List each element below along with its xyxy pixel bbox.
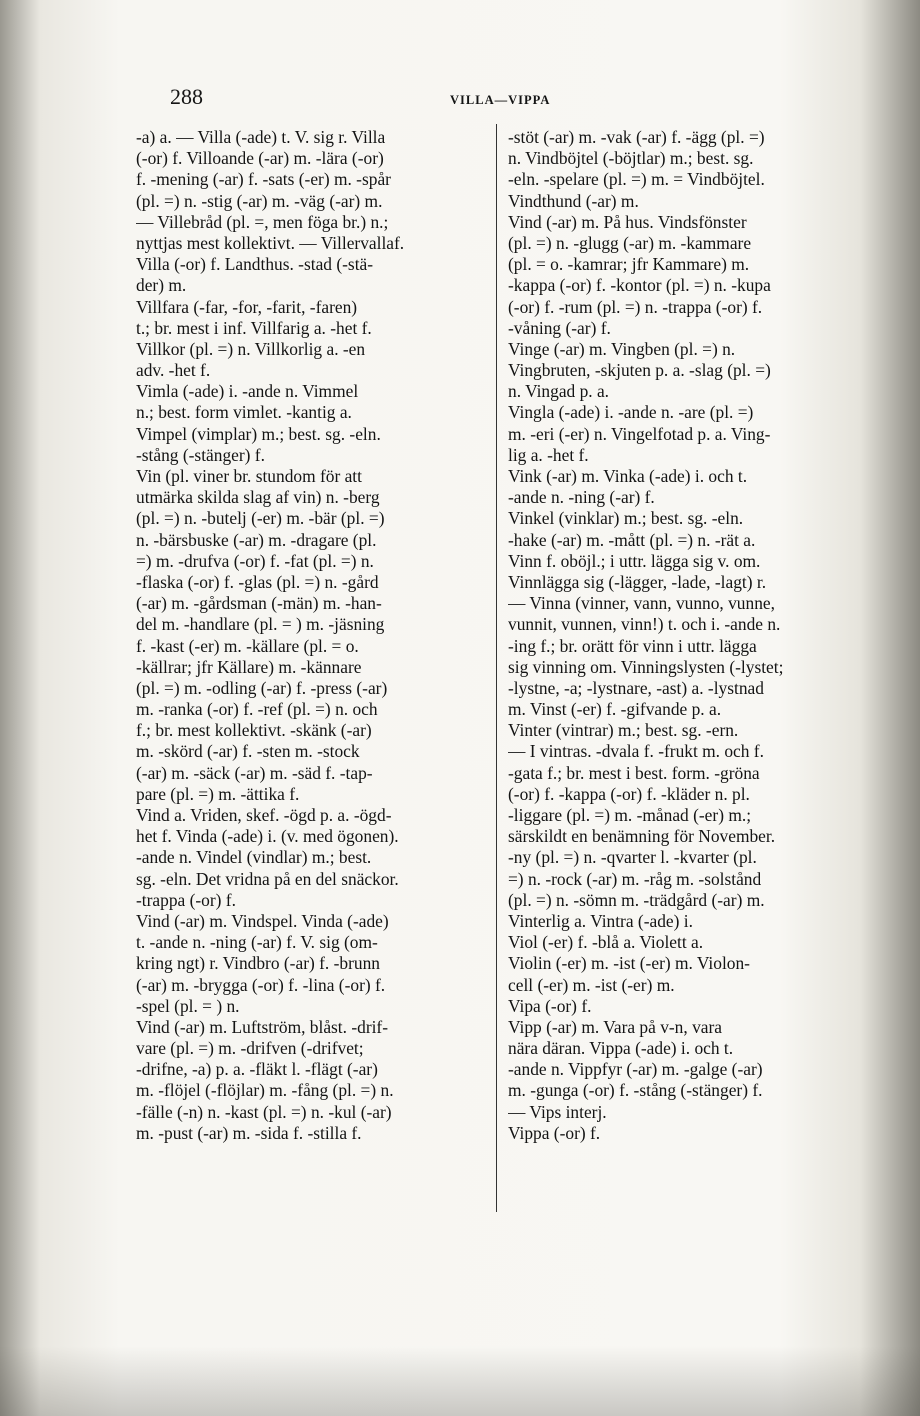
dictionary-line: Vipp (-ar) m. Vara på v-n, vara [508,1016,722,1037]
dictionary-line: m. -ranka (-or) f. -ref (pl. =) n. och [136,699,378,720]
dictionary-line: f.; br. mest kollektivt. -skänk (-ar) [136,720,372,741]
dictionary-line: nyttjas mest kollektivt. — Villervallaf. [136,232,405,253]
dictionary-line: Vinnlägga sig (-lägger, -lade, -lagt) r. [508,571,767,592]
dictionary-line: -stöt (-ar) m. -vak (-ar) f. -ägg (pl. =) [508,127,765,147]
dictionary-line: (-ar) m. -gårdsman (-män) m. -han- [136,593,382,614]
dictionary-line: (pl. =) n. -stig (-ar) m. -väg (-ar) m. [136,190,383,211]
dictionary-line: Vind (-ar) m. Luftström, blåst. -drif- [136,1016,389,1037]
dictionary-line: Villa (-or) f. Landthus. -stad (-stä- [136,254,374,275]
dictionary-line: lig a. -het f. [508,444,589,465]
dictionary-line: Vind (-ar) m. Vindspel. Vinda (-ade) [136,910,389,931]
dictionary-line: del m. -handlare (pl. = ) m. -jäsning [136,614,385,635]
dictionary-line: -kappa (-or) f. -kontor (pl. =) n. -kupa [508,275,771,296]
dictionary-line: -liggare (pl. =) m. -månad (-er) m.; [508,805,752,825]
dictionary-line: — Vips interj. [508,1101,607,1122]
dictionary-line: (-or) f. -kappa (-or) f. -kläder n. pl. [508,783,750,804]
dictionary-line: (-or) f. -rum (pl. =) n. -trappa (-or) f. [508,296,763,317]
dictionary-line: n. Vindböjtel (-böjtlar) m.; best. sg. [508,148,754,169]
dictionary-line: sg. -eln. Det vridna på en del snäckor. [136,868,399,889]
dictionary-line: (-or) f. Villoande (-ar) m. -lära (-or) [136,148,384,169]
dictionary-line: pare (pl. =) m. -ättika f. [136,783,300,804]
dictionary-line: -ande n. -ning (-ar) f. [508,487,655,508]
dictionary-line: f. -kast (-er) m. -källare (pl. = o. [136,635,359,656]
dictionary-line: -trappa (-or) f. [136,889,236,910]
page-edge-shadow [0,1346,920,1416]
left-column [136,127,486,1144]
dictionary-line: (pl. =) n. -glugg (-ar) m. -kammare [508,232,752,253]
dictionary-line: -ny (pl. =) n. -qvarter l. -kvarter (pl. [508,847,757,868]
dictionary-line: Vingla (-ade) i. -ande n. -are (pl. =) [508,402,754,423]
column-divider [496,124,497,1212]
dictionary-line: -fälle (-n) n. -kast (pl. =) n. -kul (-ar) [136,1101,392,1122]
dictionary-line: (pl. =) m. -odling (-ar) f. -press (-ar) [136,677,388,698]
dictionary-line: m. Vinst (-er) f. -gifvande p. a. [508,699,722,720]
dictionary-line: -ande n. Vindel (vindlar) m.; best. [136,847,372,868]
dictionary-line: f. -mening (-ar) f. -sats (-er) m. -spår [136,169,391,190]
dictionary-line: Vin (pl. viner br. stundom för att [136,466,362,486]
dictionary-line: t. -ande n. -ning (-ar) f. V. sig (om- [136,932,378,953]
dictionary-line: Villkor (pl. =) n. Villkorlig a. -en [136,338,366,359]
dictionary-line: särskildt en benämning för November. [508,826,776,847]
dictionary-line: Vingbruten, -skjuten p. a. -slag (pl. =) [508,360,771,381]
dictionary-line: Vimpel (vimplar) m.; best. sg. -eln. [136,423,381,444]
dictionary-line: -våning (-ar) f. [508,317,611,338]
dictionary-line: m. -gunga (-or) f. -stång (-stänger) f. [508,1080,763,1101]
dictionary-line: Vink (-ar) m. Vinka (-ade) i. och t. [508,466,748,486]
dictionary-line: nära däran. Vippa (-ade) i. och t. [508,1038,734,1059]
dictionary-line: — Vinna (vinner, vann, vunno, vunne, [508,593,775,614]
dictionary-line: sig vinning om. Vinningslysten (-lystet; [508,656,784,677]
page-number: 288 [170,84,203,109]
dictionary-line: -källrar; jfr Källare) m. -kännare [136,656,362,677]
dictionary-line: Vipa (-or) f. [508,995,592,1016]
dictionary-line: m. -skörd (-ar) f. -sten m. -stock [136,741,360,762]
dictionary-line: -flaska (-or) f. -glas (pl. =) n. -gård [136,571,379,592]
dictionary-line: (pl. =) n. -sömn m. -trädgård (-ar) m. [508,889,765,910]
running-head: VILLA—VIPPA [450,93,551,107]
dictionary-line: -a) a. — Villa (-ade) t. V. sig r. Villa [136,127,386,147]
dictionary-line: Vind (-ar) m. På hus. Vindsfönster [508,211,747,232]
dictionary-line: m. -pust (-ar) m. -sida f. -stilla f. [136,1122,362,1143]
dictionary-line: vunnit, vunnen, vinn!) t. och i. -ande n. [508,614,781,635]
dictionary-line: -eln. -spelare (pl. =) m. = Vindböjtel. [508,169,765,190]
dictionary-line: Vinter (vintrar) m.; best. sg. -ern. [508,720,739,741]
dictionary-line: t.; br. mest i inf. Villfarig a. -het f. [136,317,372,338]
dictionary-line: Vippa (-or) f. [508,1122,601,1143]
dictionary-line: Vind a. Vriden, skef. -ögd p. a. -ögd- [136,805,392,825]
dictionary-line: m. -flöjel (-flöjlar) m. -fång (pl. =) n. [136,1080,394,1101]
dictionary-line: n. Vingad p. a. [508,381,610,402]
dictionary-line: (-ar) m. -säck (-ar) m. -säd f. -tap- [136,762,373,783]
dictionary-line: -lystne, -a; -lystnare, -ast) a. -lystnad [508,677,764,698]
dictionary-line: — Villebråd (pl. =, men föga br.) n.; [136,211,389,232]
dictionary-line: Vimla (-ade) i. -ande n. Vimmel [136,381,359,402]
dictionary-line: Viol (-er) f. -blå a. Violett a. [508,932,704,953]
dictionary-line: kring ngt) r. Vindbro (-ar) f. -brunn [136,953,380,974]
dictionary-line: =) m. -drufva (-or) f. -fat (pl. =) n. [136,550,374,571]
dictionary-line: adv. -het f. [136,360,211,381]
dictionary-line: -spel (pl. = ) n. [136,995,240,1016]
dictionary-line: (pl. =) n. -butelj (-er) m. -bär (pl. =) [136,508,385,529]
dictionary-line: utmärka skilda slag af vin) n. -berg [136,487,380,508]
dictionary-line: (-ar) m. -brygga (-or) f. -lina (-or) f. [136,974,386,995]
dictionary-line: -ing f.; br. orätt för vinn i uttr. lägga [508,635,757,656]
dictionary-line: het f. Vinda (-ade) i. (v. med ögonen). [136,826,399,847]
dictionary-line: n.; best. form vimlet. -kantig a. [136,402,352,423]
dictionary-line: =) n. -rock (-ar) m. -råg m. -solstånd [508,868,762,889]
dictionary-line: n. -bärsbuske (-ar) m. -dragare (pl. [136,529,377,550]
dictionary-line: Villfara (-far, -for, -farit, -faren) [136,296,358,317]
dictionary-line: Vinkel (vinklar) m.; best. sg. -eln. [508,508,744,529]
dictionary-line: — I vintras. -dvala f. -frukt m. och f. [508,741,764,762]
dictionary-line: -drifne, -a) p. a. -fläkt l. -flägt (-ar) [136,1059,378,1080]
dictionary-line: Violin (-er) m. -ist (-er) m. Violon- [508,953,750,974]
right-column [508,127,860,1144]
dictionary-line: cell (-er) m. -ist (-er) m. [508,974,675,995]
dictionary-line: Vindthund (-ar) m. [508,190,639,211]
dictionary-line: -stång (-stänger) f. [136,444,265,465]
dictionary-line: der) m. [136,275,187,296]
dictionary-line: -gata f.; br. mest i best. form. -gröna [508,762,760,783]
dictionary-line: Vinterlig a. Vintra (-ade) i. [508,910,693,931]
dictionary-line: (pl. = o. -kamrar; jfr Kammare) m. [508,254,750,275]
dictionary-line: -ande n. Vippfyr (-ar) m. -galge (-ar) [508,1059,763,1080]
dictionary-line: Vinn f. oböjl.; i uttr. lägga sig v. om. [508,550,761,571]
dictionary-line: -hake (-ar) m. -mått (pl. =) n. -rät a. [508,529,756,550]
dictionary-line: m. -eri (-er) n. Vingelfotad p. a. Ving- [508,423,771,444]
dictionary-line: vare (pl. =) m. -drifven (-drifvet; [136,1038,364,1059]
dictionary-line: Vinge (-ar) m. Vingben (pl. =) n. [508,338,736,359]
